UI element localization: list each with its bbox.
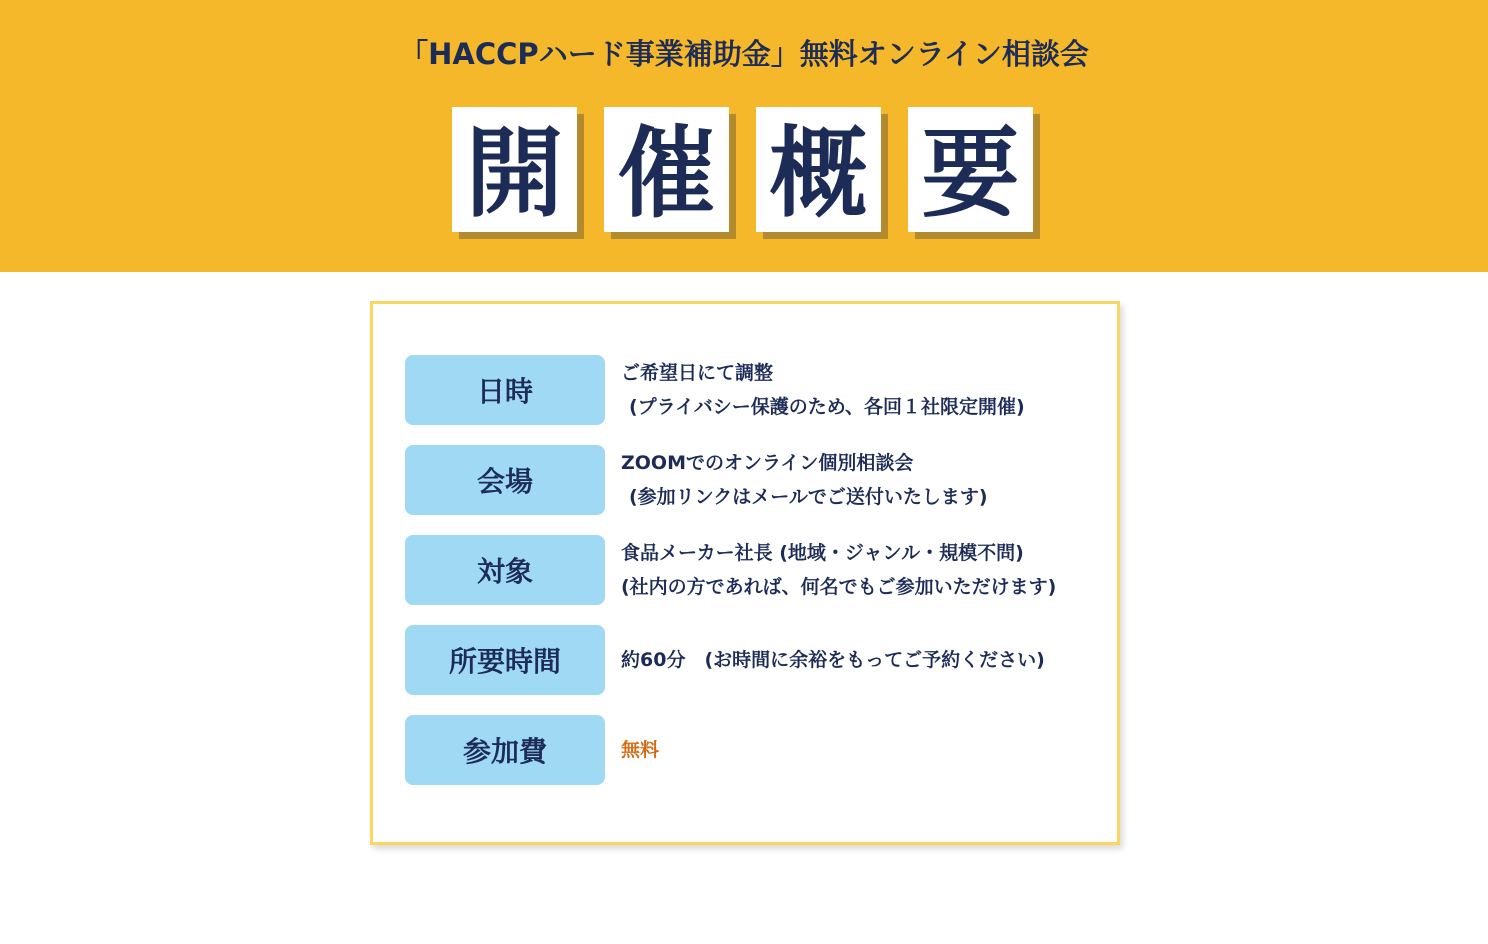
detail-value-line: ZOOMでのオンライン個別相談会 <box>621 452 914 474</box>
event-details-panel <box>370 301 1120 845</box>
fee-free-text: 無料 <box>621 739 660 761</box>
detail-value-line: (社内の方であれば、何名でもご参加いただけます) <box>621 576 1057 598</box>
detail-label-datetime: 日時 <box>405 355 605 425</box>
detail-label-target: 対象 <box>405 535 605 605</box>
detail-value-duration <box>621 625 1045 695</box>
heading-char-boxes <box>452 107 1033 232</box>
detail-value-venue <box>621 445 988 515</box>
detail-value-line: (参加リンクはメールでご送付いたします) <box>629 486 988 508</box>
detail-value-target <box>621 535 1056 605</box>
detail-row-fee <box>405 715 1095 785</box>
detail-value-fee <box>621 715 659 785</box>
detail-label-duration: 所要時間 <box>405 625 605 695</box>
detail-value-line: 食品メーカー社長 (地域・ジャンル・規模不問) <box>621 542 1024 564</box>
detail-value-line: 約60分 (お時間に余裕をもってご予約ください) <box>621 649 1045 671</box>
detail-row-datetime <box>405 355 1095 425</box>
detail-row-venue <box>405 445 1095 515</box>
detail-row-target <box>405 535 1095 605</box>
detail-label-venue: 会場 <box>405 445 605 515</box>
detail-value-datetime <box>621 355 1025 425</box>
heading-char-2: 催 <box>604 107 729 232</box>
event-title: 「HACCPハード事業補助金」無料オンライン相談会 <box>399 37 1089 71</box>
detail-label-fee: 参加費 <box>405 715 605 785</box>
heading-char-4: 要 <box>908 107 1033 232</box>
detail-row-duration <box>405 625 1095 695</box>
heading-char-3: 概 <box>756 107 881 232</box>
detail-value-line: ご希望日にて調整 <box>621 362 774 384</box>
detail-value-line: (プライバシー保護のため、各回１社限定開催) <box>629 396 1025 418</box>
hero-banner <box>0 0 1488 272</box>
heading-char-1: 開 <box>452 107 577 232</box>
